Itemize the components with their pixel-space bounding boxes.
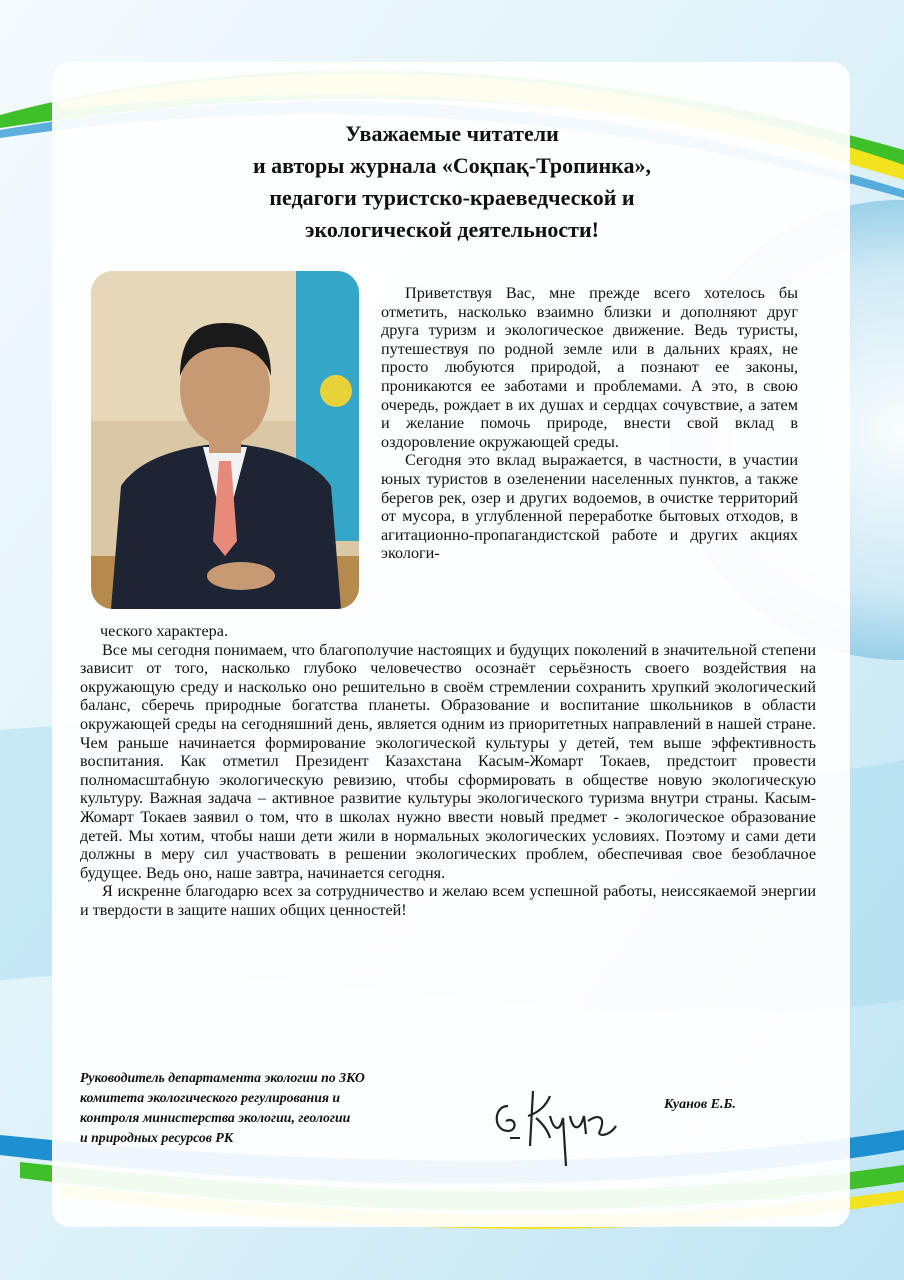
paragraph: Приветствуя Вас, мне прежде всего хотелось бы отметить, насколько взаимно близки и дополняют друг друга туризм и экологическое движение. Ведь туристы, путешествуя по родной земле или в дальних краях, не просто любуются природой, а познают ее законы, проникаются ее заботами и проблемами. А это, в свою очередь, рождает в их душах и сердцах сочувствие, а затем и желание помочь природе, внести свой вклад в оздоровление окружающей среды.	[381, 284, 798, 451]
letter-intro	[381, 284, 798, 563]
title-line: Уважаемые читатели	[345, 121, 559, 146]
title-line: и авторы журнала «Соқпақ-Тропинка»,	[252, 153, 652, 178]
title-line: экологической деятельности!	[305, 217, 599, 242]
portrait-photo-icon	[91, 271, 359, 609]
portrait-photo	[91, 271, 359, 609]
author-name: Куанов Е.Б.	[664, 1097, 736, 1112]
page-title	[60, 118, 844, 246]
letter-body	[80, 622, 816, 920]
paragraph-continuation: ческого характера.	[100, 622, 229, 640]
paragraph: Сегодня это вклад выражается, в частности, в участии юных туристов в озеленении населенных пунктов, а также берегов рек, озер и других водоемов, в очистке территорий от мусора, в углубленной переработке бытовых отходов, в агитационно-пропагандистской работе и других акциях экологи-	[381, 451, 798, 563]
author-position	[80, 1068, 480, 1148]
position-line: Руководитель департамента экологии по ЗКО	[80, 1070, 365, 1085]
position-line: комитета экологического регулирования и	[80, 1090, 341, 1105]
title-line: педагоги туристско-краеведческой и	[269, 185, 635, 210]
position-line: контроля министерства экологии, геологии	[80, 1110, 351, 1125]
handwritten-signature-icon	[488, 1076, 618, 1171]
position-line: и природных ресурсов РК	[80, 1130, 234, 1145]
paragraph: Все мы сегодня понимаем, что благополучие настоящих и будущих поколений в значительной степени зависит от того, насколько глубоко человечество осознаёт серьёзность своего воздействия на окружающую среду и насколько оно решительно в своём стремлении сохранить хрупкий экологический баланс, сберечь природные богатства планеты. Образование и воспитание школьников в области окружающей среды на сегодняшний день, является одним из приоритетных направлений в нашей стране. Чем раньше начинается формирование экологической культуры у детей, тем выше эффективность воспитания. Как отметил Президент Казахстана Касым-Жомарт Токаев, предстоит провести полномасштабную экологическую ревизию, чтобы сформировать в обществе новую экологическую культуру. Важная задача – активное развитие культуры экологического туризма внутри страны. Касым-Жомарт Токаев заявил о том, что в школах нужно ввести новый предмет - экологическое образование детей. Мы хотим, чтобы наши дети жили в нормальных экологических условиях. Поэтому и сами дети должны в меру сил участвовать в решении экологических проблем, обеспечивая свое безоблачное будущее. Ведь оно, наше завтра, начинается сегодня.	[80, 640, 816, 882]
paragraph: Я искренне благодарю всех за сотрудничество и желаю всем успешной работы, неиссякаемой энергии и твердости в защите наших общих ценностей!	[80, 882, 816, 919]
